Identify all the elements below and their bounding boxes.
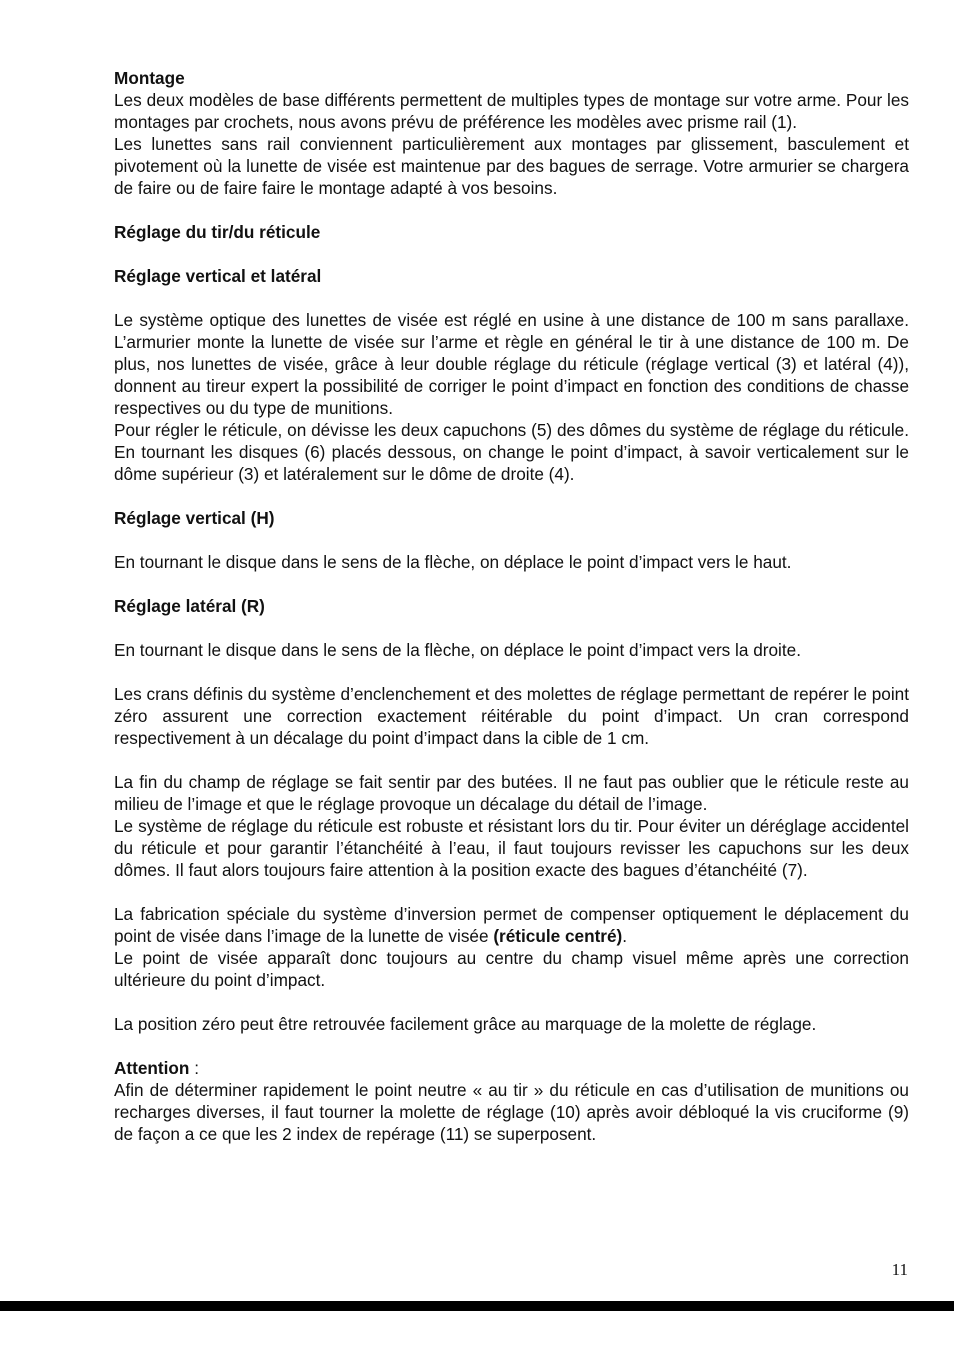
spacer — [114, 749, 909, 771]
attention-line — [114, 1057, 909, 1079]
spacer — [114, 199, 909, 221]
emphasis-text: (réticule centré) — [493, 926, 623, 946]
paragraph: Le système optique des lunettes de visée est réglé en usine à une distance de 100 m sans parallaxe. L’armurier monte la lunette de visée sur l’arme et règle en général le tir à une distance de 100 m. De plus, nos lunettes de visée, grâce à leur double réglage du réticule (réglage vertical (3) et latéral (4)), donnent au tireur expert la possibilité de corriger le point d’impact en fonction des conditions de chasse respectives ou du type de munitions. — [114, 310, 909, 418]
footer-rule — [0, 1301, 954, 1311]
spacer — [114, 617, 909, 639]
paragraph: Le système de réglage du réticule est robuste et résistant lors du tir. Pour éviter un déréglage accidentel du réticule et pour garantir l’étanchéité à l’eau, il faut toujours revisser les capuchons sur les deux dômes. Il faut alors toujours faire attention à la position exacte des bagues d’étanchéité (7). — [114, 816, 909, 880]
paragraph: En tournant le disque dans le sens de la flèche, on déplace le point d’impact vers la droite. — [114, 640, 801, 660]
page-content — [114, 67, 909, 1145]
spacer — [114, 485, 909, 507]
paragraph — [114, 903, 909, 947]
paragraph: Les lunettes sans rail conviennent particulièrement aux montages par glissement, basculement et pivotement où la lunette de visée est maintenue par des bagues de serrage. Votre armurier se chargera de faire ou de faire faire le montage adapté à vos besoins. — [114, 134, 909, 198]
spacer — [114, 1035, 909, 1057]
text-run: La fabrication spéciale du système d’inversion permet de compenser optiquement le déplacement du point de visée dans l’image de la lunette de visée — [114, 904, 909, 946]
attention-suffix: : — [189, 1058, 199, 1078]
paragraph: La fin du champ de réglage se fait sentir par des butées. Il ne faut pas oublier que le réticule reste au milieu de l’image et que le réglage provoque un décalage du détail de l’image. — [114, 772, 909, 814]
section-heading-reglage-tir: Réglage du tir/du réticule — [114, 222, 321, 242]
spacer — [114, 243, 909, 265]
spacer — [114, 287, 909, 309]
paragraph: Afin de déterminer rapidement le point neutre « au tir » du réticule en cas d’utilisation de munitions ou recharges diverses, il faut tourner la molette de réglage (10) après avoir débloqué la vis cruciforme (9) de façon a ce que les 2 index de repérage (11) se superposent. — [114, 1080, 909, 1144]
attention-label: Attention — [114, 1058, 190, 1078]
paragraph: La position zéro peut être retrouvée facilement grâce au marquage de la molette de réglage. — [114, 1014, 817, 1034]
section-heading-reglage-vertical: Réglage vertical (H) — [114, 508, 275, 528]
section-heading-montage: Montage — [114, 68, 185, 88]
spacer — [114, 881, 909, 903]
spacer — [114, 529, 909, 551]
paragraph: Pour régler le réticule, on dévisse les deux capuchons (5) des dômes du système de réglage du réticule. En tournant les disques (6) placés dessous, on change le point d’impact, à savoir verticalement sur le dôme supérieur (3) et latéralement sur le dôme de droite (4). — [114, 420, 909, 484]
section-heading-reglage-vertical-lateral: Réglage vertical et latéral — [114, 266, 322, 286]
page-number: 11 — [891, 1260, 908, 1279]
paragraph: Les crans définis du système d’enclenchement et des molettes de réglage permettant de repérer le point zéro assurent une correction exactement réitérable du point d’impact. Un cran correspond respectivement à un décalage du point d’impact dans la cible de 1 cm. — [114, 684, 909, 748]
paragraph: Les deux modèles de base différents permettent de multiples types de montage sur votre arme. Pour les montages par crochets, nous avons prévu de préférence les modèles avec prisme rail (1). — [114, 90, 909, 132]
text-run: . — [622, 926, 628, 946]
spacer — [114, 573, 909, 595]
spacer — [114, 661, 909, 683]
section-heading-reglage-lateral: Réglage latéral (R) — [114, 596, 265, 616]
paragraph: En tournant le disque dans le sens de la flèche, on déplace le point d’impact vers le haut. — [114, 552, 792, 572]
spacer — [114, 991, 909, 1013]
paragraph: Le point de visée apparaît donc toujours au centre du champ visuel même après une correction ultérieure du point d’impact. — [114, 948, 909, 990]
